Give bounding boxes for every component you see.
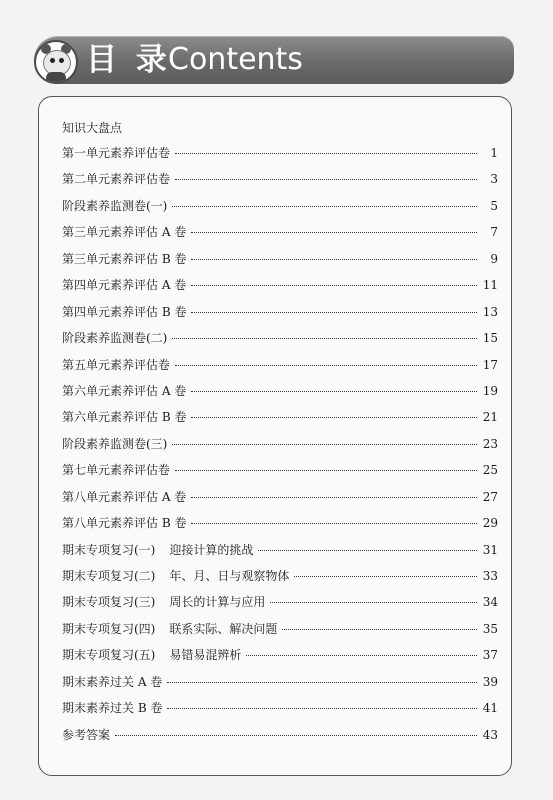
dot-leader xyxy=(191,522,477,524)
toc-entry-title: 第五单元素养评估卷 xyxy=(62,357,171,372)
toc-entry-title: 第三单元素养评估 B 卷 xyxy=(62,251,187,266)
dot-leader xyxy=(191,311,477,313)
toc-entry-title: 参考答案 xyxy=(62,727,111,742)
toc-entry-page-number: 39 xyxy=(482,674,498,689)
toc-entry[interactable] xyxy=(62,616,498,642)
toc-entry[interactable] xyxy=(62,193,498,219)
toc-entry[interactable] xyxy=(62,246,498,272)
toc-entry-page-number: 17 xyxy=(482,357,498,372)
dot-leader xyxy=(172,337,477,339)
toc-entry-title: 期末专项复习(三) xyxy=(62,595,156,610)
toc-entry-page-number: 27 xyxy=(482,489,498,504)
dot-leader xyxy=(191,496,477,498)
toc-entry-title: 第六单元素养评估 A 卷 xyxy=(62,383,187,398)
toc-entry-title: 第四单元素养评估 A 卷 xyxy=(62,278,187,293)
dot-leader xyxy=(175,152,477,154)
toc-entry-subtitle: 迎接计算的挑战 xyxy=(169,542,254,557)
toc-entry[interactable] xyxy=(62,404,498,430)
toc-entry-title: 期末素养过关 A 卷 xyxy=(62,674,163,689)
toc-entry[interactable] xyxy=(62,325,498,351)
toc-entry-list xyxy=(62,140,498,748)
toc-entry-page-number: 23 xyxy=(482,436,498,451)
toc-entry-page-number: 29 xyxy=(482,516,498,531)
dot-leader xyxy=(191,284,477,286)
toc-entry[interactable] xyxy=(62,484,498,510)
toc-entry-page-number: 19 xyxy=(482,383,498,398)
dot-leader xyxy=(246,654,477,656)
toc-entry[interactable] xyxy=(62,219,498,245)
toc-entry-page-number: 37 xyxy=(482,648,498,663)
toc-entry[interactable] xyxy=(62,589,498,615)
toc-entry-page-number: 43 xyxy=(482,727,498,742)
dot-leader xyxy=(191,416,477,418)
toc-entry-subtitle: 年、月、日与观察物体 xyxy=(169,569,290,583)
dot-leader xyxy=(191,231,477,233)
toc-entry[interactable] xyxy=(62,272,498,298)
toc-entry[interactable] xyxy=(62,431,498,457)
toc-entry-title: 期末专项复习(二) xyxy=(62,569,156,583)
toc-entry-page-number: 33 xyxy=(482,569,498,583)
toc-entry[interactable] xyxy=(62,669,498,695)
dot-leader xyxy=(172,205,477,207)
toc-entry-page-number: 1 xyxy=(490,146,498,160)
toc-entry-title: 第四单元素养评估 B 卷 xyxy=(62,304,187,319)
dot-leader xyxy=(167,707,477,709)
toc-entry-title: 第六单元素养评估 B 卷 xyxy=(62,410,187,425)
toc-entry[interactable] xyxy=(62,378,498,404)
dot-leader xyxy=(167,681,477,683)
toc-entry[interactable] xyxy=(62,166,498,192)
dot-leader xyxy=(191,390,477,392)
toc-entry-page-number: 7 xyxy=(490,225,498,240)
toc-entry-title: 期末素养过关 B 卷 xyxy=(62,701,163,716)
toc-entry-title: 期末专项复习(五) xyxy=(62,648,156,663)
toc-entry[interactable] xyxy=(62,563,498,589)
page-title: 目 录 xyxy=(86,42,171,78)
toc-entry[interactable] xyxy=(62,642,498,668)
dot-leader xyxy=(175,364,477,366)
toc-entry-title: 期末专项复习(一) xyxy=(62,542,156,557)
toc-entry-page-number: 35 xyxy=(482,621,498,636)
toc-entry[interactable] xyxy=(62,510,498,536)
dot-leader xyxy=(258,549,477,551)
toc-entry-title: 第八单元素养评估 A 卷 xyxy=(62,489,187,504)
toc-entry-page-number: 11 xyxy=(482,278,498,293)
toc-entry-page-number: 31 xyxy=(482,542,498,557)
mascot-logo-icon xyxy=(34,40,78,84)
toc-entry[interactable] xyxy=(62,299,498,325)
dot-leader xyxy=(294,575,477,577)
toc-entry-title: 第八单元素养评估 B 卷 xyxy=(62,516,187,531)
toc-entry[interactable] xyxy=(62,537,498,563)
toc-entry[interactable] xyxy=(62,695,498,721)
toc-entry-page-number: 34 xyxy=(482,595,498,610)
toc-entry-title: 期末专项复习(四) xyxy=(62,621,156,636)
toc-entry-page-number: 25 xyxy=(482,463,498,478)
toc-section-label: 知识大盘点 xyxy=(62,121,123,135)
toc-entry-subtitle: 周长的计算与应用 xyxy=(169,595,266,610)
table-of-contents xyxy=(62,118,498,748)
toc-entry-page-number: 13 xyxy=(482,304,498,319)
dot-leader xyxy=(282,628,477,630)
toc-entry-page-number: 9 xyxy=(490,251,498,266)
toc-entry-title: 第一单元素养评估卷 xyxy=(62,146,171,160)
toc-entry-page-number: 21 xyxy=(482,410,498,425)
toc-entry-title: 第七单元素养评估卷 xyxy=(62,463,171,478)
toc-entry-title: 阶段素养监测卷(二) xyxy=(62,331,168,346)
dot-leader xyxy=(172,443,477,445)
toc-entry-title: 第二单元素养评估卷 xyxy=(62,172,171,187)
toc-entry[interactable] xyxy=(62,140,498,166)
toc-entry[interactable] xyxy=(62,722,498,748)
toc-entry-title: 第三单元素养评估 A 卷 xyxy=(62,225,187,240)
toc-entry-title: 阶段素养监测卷(三) xyxy=(62,436,168,451)
toc-entry-page-number: 15 xyxy=(482,331,498,346)
page-title-english: Contents xyxy=(168,42,303,77)
dot-leader xyxy=(175,178,477,180)
toc-entry-page-number: 41 xyxy=(482,701,498,716)
toc-entry-page-number: 5 xyxy=(490,198,498,213)
toc-entry[interactable] xyxy=(62,457,498,483)
dot-leader xyxy=(270,601,477,603)
toc-entry-page-number: 3 xyxy=(490,172,498,187)
dot-leader xyxy=(175,469,477,471)
dot-leader xyxy=(115,734,477,736)
dot-leader xyxy=(191,258,477,260)
toc-entry-subtitle: 联系实际、解决问题 xyxy=(169,621,278,636)
toc-entry-title: 阶段素养监测卷(一) xyxy=(62,198,168,213)
toc-entry[interactable] xyxy=(62,352,498,378)
toc-entry-subtitle: 易错易混辨析 xyxy=(169,648,242,663)
